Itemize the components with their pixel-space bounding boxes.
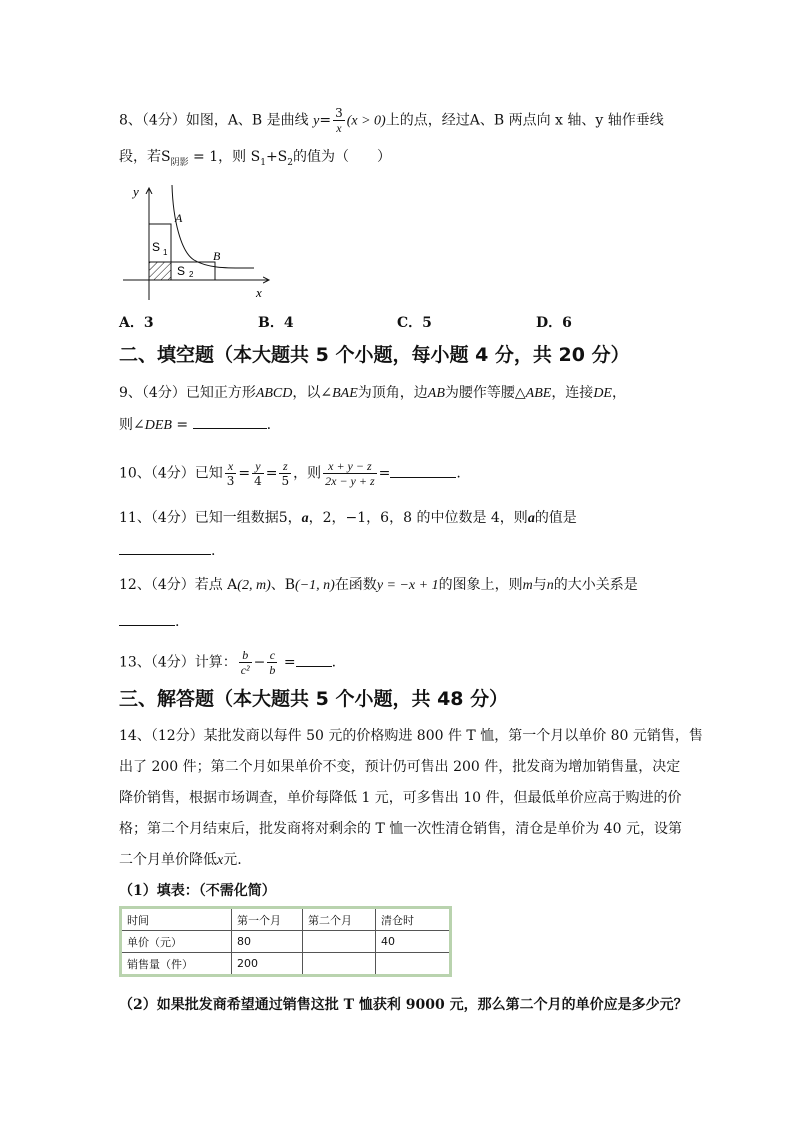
q9-square: ABCD <box>255 386 293 401</box>
table-cell: 40 <box>376 931 451 953</box>
q8-text-post: 上的点，经过A、B 两点向 x 轴、y 轴作垂线 <box>385 112 664 129</box>
q13-frac2 <box>267 648 277 677</box>
table-header-row <box>121 908 451 931</box>
fig-x-label: x <box>256 285 262 300</box>
q8-line2-mid: ，则 S <box>218 149 261 165</box>
q11-text-c: 的值是 <box>534 510 577 526</box>
q13-frac1 <box>239 648 252 677</box>
q9-text-f: ， <box>611 385 626 401</box>
q14-line5-b: 元. <box>223 852 242 868</box>
q13-f1-den: c² <box>240 663 250 677</box>
q10-f2-den: 4 <box>254 474 262 488</box>
table-header-cell: 清仓时 <box>376 908 451 931</box>
fig-s2-sub: 2 <box>189 270 194 279</box>
q10-eq2: = <box>265 465 278 482</box>
q13-end: . <box>331 654 337 671</box>
q13-f2-den: b <box>269 663 276 677</box>
fig-b-label: B <box>213 249 221 263</box>
q14-line2: 出了 200 件；第二个月如果单价不变，预计仍可售出 200 件，批发商为增加销售量，决定 <box>119 759 681 775</box>
q9-segment: DE <box>593 386 612 401</box>
q8-s-eq: = 1 <box>188 149 219 165</box>
fig-s1-label: S <box>152 240 161 254</box>
q14-fill-table <box>119 906 452 977</box>
q8-plus: +S <box>265 149 288 165</box>
q10-f4-den: 2x − y + z <box>325 474 375 488</box>
q9-l2-eq: = <box>171 417 193 433</box>
q9-l2-end: . <box>266 417 272 433</box>
q12-text-d: 的图象上，则 <box>438 577 523 593</box>
q13-f1-num: b <box>239 648 252 663</box>
q8-figure <box>119 180 279 305</box>
fig-s1-sub: 1 <box>163 248 168 257</box>
q8-line1 <box>119 106 664 135</box>
q11-var-a: a <box>301 511 309 526</box>
q12-var-n: n <box>546 578 554 593</box>
q12-answer-blank[interactable] <box>119 611 175 626</box>
q12-end: . <box>175 614 180 630</box>
q9-l2-a: 则 <box>119 417 133 433</box>
q9-l2-angle: ∠DEB <box>133 418 172 433</box>
q10-answer-blank[interactable] <box>390 463 456 478</box>
table-header-cell: 第二个月 <box>303 908 376 931</box>
q8-option-c[interactable]: C．5 <box>397 315 432 331</box>
q8-func-frac <box>333 106 345 135</box>
q12-function: y = −x + 1 <box>376 578 439 593</box>
q9-text-c: 为顶角，边 <box>357 385 428 401</box>
q13-answer-blank[interactable] <box>296 652 332 667</box>
q8-func-eq: = <box>319 112 332 129</box>
q10-f2-num: y <box>252 459 264 474</box>
table-cell-blank[interactable] <box>376 953 451 976</box>
q8-func-cond: (x > 0) <box>346 113 386 129</box>
q11-answer-blank[interactable] <box>119 540 211 555</box>
fig-y-label: y <box>133 184 139 199</box>
table-cell-blank[interactable] <box>303 953 376 976</box>
q12-text-c: 在函数 <box>334 577 377 593</box>
q9-angle: ∠BAE <box>320 386 358 401</box>
section2-heading: 二、填空题（本大题共 5 个小题，每小题 4 分，共 20 分） <box>119 344 630 366</box>
q9-text-a: 9、（4分）已知正方形 <box>119 385 256 401</box>
q12-text-f: 的大小关系是 <box>553 577 638 593</box>
q11-line1 <box>119 508 577 529</box>
q8-line2-post: 的值为（ ） <box>293 149 391 165</box>
table-row <box>121 931 451 953</box>
q12-point-b: (−1, n) <box>295 578 335 593</box>
q11-end: . <box>211 543 216 559</box>
q14-line5-a: 二个月单价降低 <box>119 852 217 868</box>
q8-s-main: S <box>161 149 171 165</box>
table-cell: 80 <box>232 931 303 953</box>
q10-eq3: = <box>378 465 391 482</box>
q12-line2 <box>119 611 179 632</box>
q8-line2-pre: 段，若 <box>119 149 161 165</box>
table-cell: 200 <box>232 953 303 976</box>
q14-var-x: x <box>217 853 224 868</box>
shaded-region <box>149 262 171 280</box>
q14-line1: 14、（12分）某批发商以每件 50 元的价格购进 800 件 T 恤，第一个月以单价 80 元销售，售 <box>119 728 703 744</box>
q12-text-e: 与 <box>532 577 547 593</box>
q10-f4-num: x + y − z <box>323 459 377 474</box>
q11-line2 <box>119 540 215 561</box>
section3-heading: 三、解答题（本大题共 5 个小题，共 48 分） <box>119 688 509 710</box>
q12-text-a: 12、（4分）若点 A <box>119 577 238 593</box>
table-header-cell: 时间 <box>121 908 232 931</box>
q13-line <box>119 648 336 677</box>
q14-line4: 格；第二个月结束后，批发商将对剩余的 T 恤一次性清仓销售，清仓是单价为 40 元，设第 <box>119 821 682 837</box>
q10-f1-num: x <box>225 459 237 474</box>
q9-text-d: 为腰作等腰 <box>444 385 515 401</box>
q8-s-sub: 阴影 <box>170 157 189 168</box>
fig-a-label: A <box>175 211 183 225</box>
q8-option-d[interactable]: D．6 <box>536 315 572 331</box>
q12-line1 <box>119 575 638 596</box>
q10-eq1: = <box>238 465 251 482</box>
q10-f3-den: 5 <box>281 474 290 488</box>
q9-side: AB <box>427 386 445 401</box>
q9-text-e: ，连接 <box>551 385 594 401</box>
q11-var-a2: a <box>527 511 535 526</box>
table-header-cell: 第一个月 <box>232 908 303 931</box>
q12-point-a: (2, m) <box>237 578 271 593</box>
q9-line1 <box>119 383 626 404</box>
table-cell: 单价（元） <box>121 931 232 953</box>
q10-line <box>119 459 461 488</box>
q12-var-m: m <box>522 578 533 593</box>
q9-text-b: ，以 <box>292 385 321 401</box>
q14-line5 <box>119 850 242 871</box>
q8-line2 <box>119 147 391 173</box>
q8-func-den: x <box>336 121 342 135</box>
q13-text-a: 13、（4分）计算： <box>119 654 237 671</box>
q12-text-b: 、B <box>270 577 296 593</box>
table-cell-blank[interactable] <box>303 931 376 953</box>
q8-sub1: 1 <box>260 157 266 168</box>
q10-f1-den: 3 <box>226 474 235 488</box>
q10-frac2 <box>252 459 264 488</box>
q8-option-b[interactable]: B．4 <box>258 315 294 331</box>
q13-minus: − <box>253 654 266 671</box>
table-row <box>121 953 451 976</box>
q9-line2 <box>119 414 271 436</box>
q14-line3: 降价销售，根据市场调查，单价每降低 1 元，可多售出 10 件，但最低单价应高于购进的价 <box>119 790 682 806</box>
q9-triangle: △ABE <box>514 386 552 401</box>
q14-part1: （1）填表：（不需化简） <box>119 883 276 899</box>
q10-end: . <box>456 465 461 482</box>
q11-text-a: 11、（4分）已知一组数据5， <box>119 510 302 526</box>
q10-text-b: ，则 <box>293 465 322 482</box>
fig-s2-label: S <box>177 264 186 278</box>
q13-eq: = <box>283 654 296 671</box>
q8-option-a[interactable]: A．3 <box>119 315 154 331</box>
q8-func-y: y <box>313 113 320 129</box>
q10-text-a: 10、（4分）已知 <box>119 465 223 482</box>
q9-answer-blank[interactable] <box>193 414 267 429</box>
q8-func-num: 3 <box>335 106 343 120</box>
table-cell: 销售量（件） <box>121 953 232 976</box>
q10-frac3 <box>279 459 291 488</box>
q10-frac4 <box>323 459 377 488</box>
q10-frac1 <box>225 459 237 488</box>
q11-text-b: ，2，−1，6，8 的中位数是 4，则 <box>308 510 528 526</box>
q14-part2: （2）如果批发商希望通过销售这批 T 恤获利 9000 元，那么第二个月的单价应是多少元？ <box>119 997 688 1013</box>
q13-f2-num: c <box>267 648 277 663</box>
q10-f3-num: z <box>279 459 291 474</box>
q8-sub2: 2 <box>287 157 293 168</box>
q8-text: 8、（4分）如图，A、B 是曲线 <box>119 112 309 129</box>
